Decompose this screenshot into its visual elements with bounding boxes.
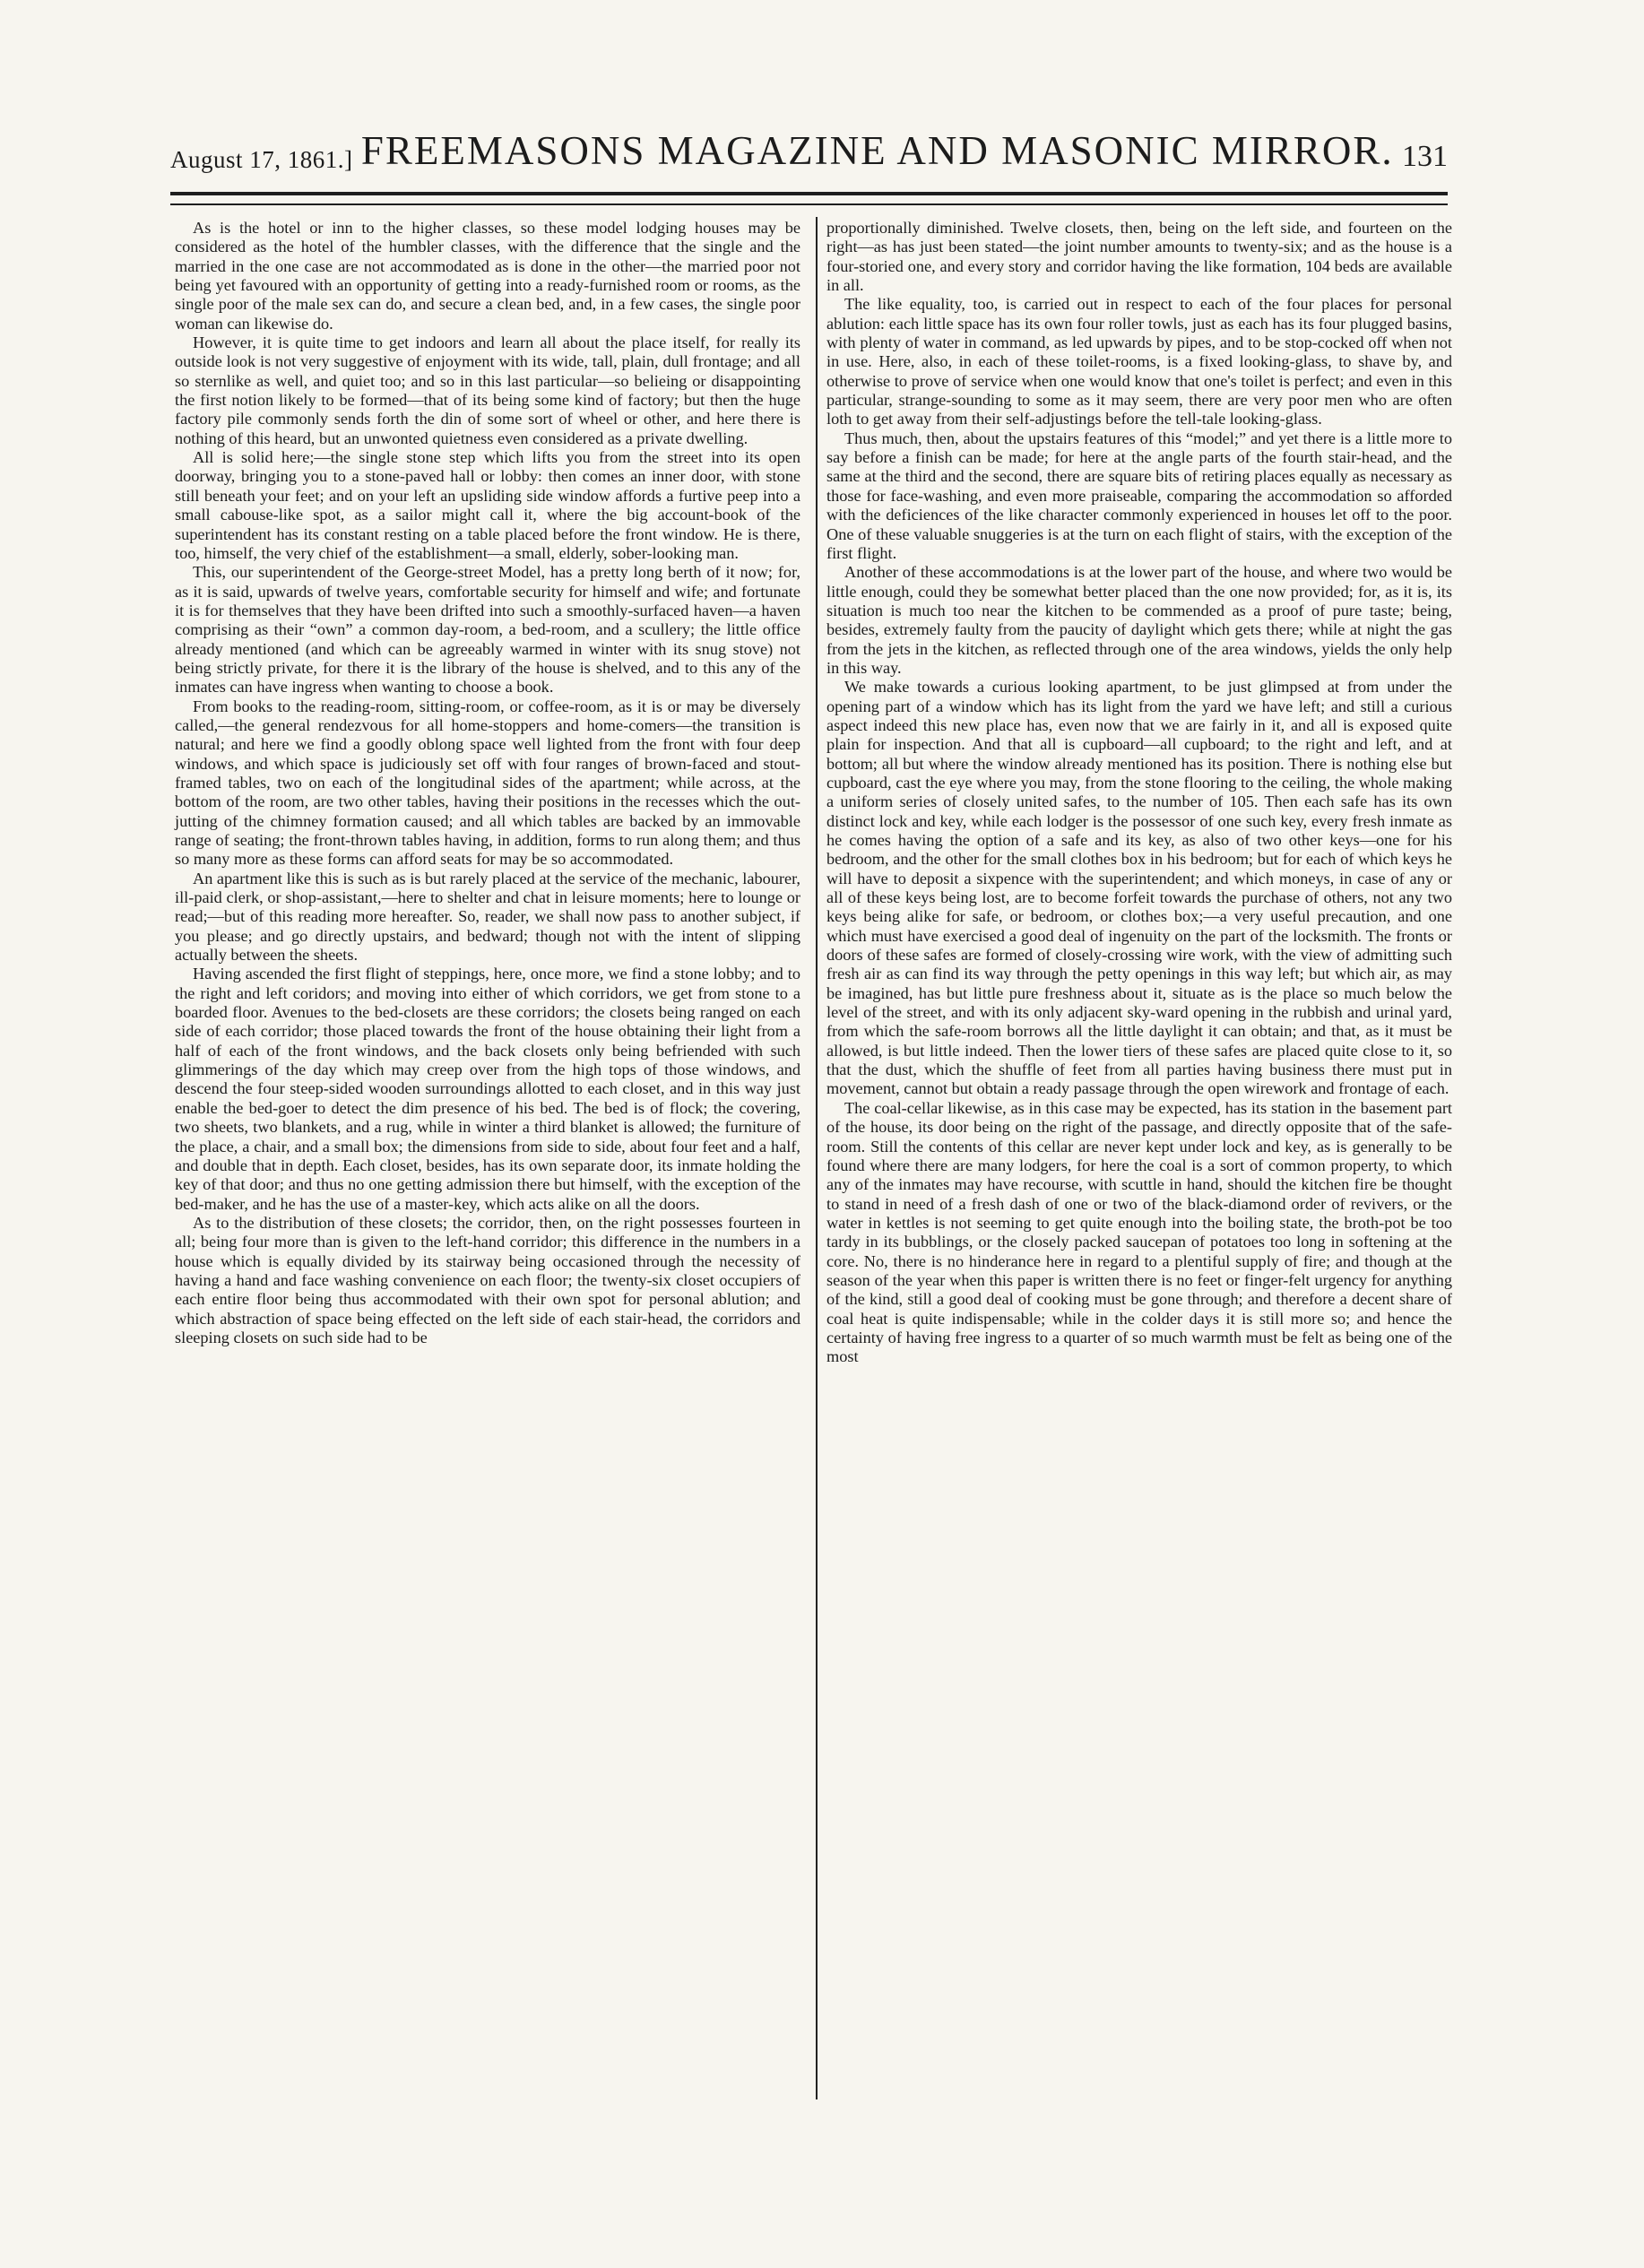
paragraph: The like equality, too, is carried out in respect to each of the four places for personal ablution: each little space has its own four roller towls, just as each has its four plugged basins, with plenty of water in command, as led upwards by pipes, and to be stop-cocked off when not in use. Here, also, in each of these toilet-rooms, is a fixed looking-glass, to shave by, and otherwise to prove of service when one would know that one's toilet is perfect; and even in this particular, strange-sounding to some as it may seem, there are very poor men who are often loth to get away from their self-adjustings before the tell-tale looking-glass.	[826, 295, 1452, 428]
paragraph: We make towards a curious looking apartment, to be just glimpsed at from under the opening part of a window which has its light from the yard we have left; and still a curious aspect indeed this new place has, even now that we are fairly in it, and all is exposed quite plain for inspection. And that all is cupboard—all cupboard; to the right and left, and at bottom; all but where the window already mentioned has its position. There is nothing else but cupboard, cast the eye where you may, from the stone flooring to the ceiling, the whole making a uniform series of closely united safes, to the number of 105. Then each safe has its own distinct lock and key, while each lodger is the possessor of one such key, every fresh inmate as he comes having the option of a safe and its key, as also of two other keys—one for his bedroom, and the other for the small clothes box in his bedroom; but for each of which keys he will have to deposit a sixpence with the superintendent; and which moneys, in case of any or all of these keys being lost, are to become forfeit towards the purchase of others, not any two keys being alike for safe, or bedroom, or clothes box;—a very useful precaution, and one which must have exercised a good deal of ingenuity on the part of the locksmith. The fronts or doors of these safes are formed of closely-crossing wire work, with the view of admitting such fresh air as can find its way through the petty openings in this way left; but which air, as may be imagined, has but little pure freshness about it, situate as is the place so much below the level of the street, and with its only adjacent sky-ward opening in the rubbish and urinal yard, from which the safe-room borrows all the little daylight it can obtain; and that, as it must be allowed, is but little indeed. Then the lower tiers of these safes are placed quite close to it, so that the dust, which the shuffle of feet from all parties having business there must put in movement, cannot but obtain a ready passage through the open wirework and frontage of each.	[826, 678, 1452, 1098]
masthead	[170, 124, 1448, 174]
left-column	[175, 219, 800, 1347]
paragraph: All is solid here;—the single stone step which lifts you from the street into its open doorway, bringing you to a stone-paved hall or lobby: then comes an inner door, with stone still beneath your feet; and on your left an upsliding side window affords a furtive peep into a small cabouse-like spot, as a sailor might call it, where the big account-book of the superintendent has its constant resting on a table placed before the front window. He is there, too, himself, the very chief of the establishment—a small, elderly, sober-looking man.	[175, 448, 800, 562]
header-rule-thin	[170, 203, 1448, 205]
paragraph: This, our superintendent of the George-street Model, has a pretty long berth of it now; for, as it is said, upwards of twelve years, comfortable security for himself and wife; and fortunate it is for themselves that they have been drifted into such a smoothly-surfaced haven—a haven comprising as their “own” a common day-room, a bed-room, and a scullery; the little office already mentioned (and which can be agreeably warmed in winter with its snug stove) not being strictly private, for there it is the library of the house is shelved, and to this any of the inmates can have ingress when wanting to choose a book.	[175, 563, 800, 697]
paragraph: However, it is quite time to get indoors and learn all about the place itself, for really its outside look is not very suggestive of enjoyment with its wide, tall, plain, dull frontage; and all so sternlike as well, and quiet too; and so in this last particular—so belieing or disappointing the first notion likely to be formed—that of its being some kind of factory; but then the huge factory pile commonly sends forth the din of some sort of wheel or other, and here there is nothing of this heard, but an unwonted quietness even considered as a private dwelling.	[175, 333, 800, 447]
paragraph: proportionally diminished. Twelve closets, then, being on the left side, and fourteen on the right—as has just been stated—the joint number amounts to twenty-six; and as the house is a four-storied one, and every story and corridor having the like formation, 104 beds are available in all.	[826, 219, 1452, 295]
paragraph: The coal-cellar likewise, as in this case may be expected, has its station in the basement part of the house, its door being on the right of the passage, and directly opposite that of the safe-room. Still the contents of this cellar are never kept under lock and key, as is generally to be found where there are many lodgers, for here the coal is a sort of common property, to which any of the inmates may have recourse, with scuttle in hand, should the kitchen fire be thought to stand in need of a fresh dash of one or two of the black-diamond order of revivers, or the water in kettles is not seeming to get quite enough into the boiling state, the broth-pot be too tardy in its bubblings, or the closely packed saucepan of potatoes too long in softening at the core. No, there is no hinderance here in regard to a plentiful supply of fire; and though at the season of the year when this paper is written there is no feet or finger-felt urgency for anything of the kind, still a good deal of cooking must be gone through; and therefore a decent share of coal heat is quite indispensable; while in the colder days it is still more so; and hence the certainty of having free ingress to a quarter of so much warmth must be felt as being one of the most	[826, 1098, 1452, 1366]
paragraph: Having ascended the first flight of steppings, here, once more, we find a stone lobby; and to the right and left coridors; and moving into either of which corridors, we get from stone to a boarded floor. Avenues to the bed-closets are these corridors; the closets being ranged on each side of each corridor; those placed towards the front of the house obtaining their light from a half of each of the front windows, and the back closets only being befriended with such glimmerings of the day which may creep over from the high tops of those windows, and descend the four steep-sided wooden surroundings allotted to each closet, and in this way just enable the bed-goer to detect the dim presence of his bed. The bed is of flock; the covering, two sheets, two blankets, and a rug, while in winter a third blanket is allowed; the furniture of the place, a chair, and a small box; the dimensions from side to side, about four feet and a half, and double that in depth. Each closet, besides, has its own separate door, its inmate holding the key of that door; and thus no one getting admission there but himself, with the exception of the bed-maker, and he has the use of a master-key, which acts alike on all the doors.	[175, 965, 800, 1213]
paragraph: As to the distribution of these closets; the corridor, then, on the right possesses fourteen in all; being four more than is given to the left-hand corridor; this difference in the numbers in a house which is equally divided by its stairway being occasioned through the necessity of having a hand and face washing convenience on each floor; the twenty-six closet occupiers of each entire floor being thus accommodated with their own spot for personal ablution; and which abstraction of space being effected on the left side of each stair-head, the corridors and sleeping closets on such side had to be	[175, 1213, 800, 1346]
paragraph: An apartment like this is such as is but rarely placed at the service of the mechanic, labourer, ill-paid clerk, or shop-assistant,—here to shelter and chat in leisure moments; here to lounge or read;—but of this reading more hereafter. So, reader, we shall now pass to another subject, if you please; and go directly upstairs, and bedward; though not with the intent of slipping actually between the sheets.	[175, 869, 800, 965]
paragraph: As is the hotel or inn to the higher classes, so these model lodging houses may be considered as the hotel of the humbler classes, with the difference that the single and the married in the one case are not accommodated as is done in the other—the married poor not being yet favoured with an opportunity of getting into a ready-furnished room or rooms, as the single poor of the male sex can do, and secure a clean bed, and, in a few cases, the single poor woman can likewise do.	[175, 219, 800, 333]
paragraph: Another of these accommodations is at the lower part of the house, and where two would be little enough, could they be somewhat better placed than the one now provided; for, as it is, its situation is much too near the kitchen to be commended as a proof of pure taste; being, besides, extremely faulty from the paucity of daylight which gets there; while at night the gas from the jets in the kitchen, as reflected through one of the area windows, yields the only help in this way.	[826, 563, 1452, 677]
column-divider	[816, 217, 818, 2099]
issue-date: August 17, 1861.]	[170, 146, 353, 173]
right-column	[826, 219, 1452, 1367]
publication-title: FREEMASONS MAGAZINE AND MASONIC MIRROR.	[360, 128, 1394, 173]
paragraph: From books to the reading-room, sitting-room, or coffee-room, as it is or may be diversely called,—the general rendezvous for all home-stoppers and home-comers—the transition is natural; and here we find a goodly oblong space well lighted from the front with four deep windows, and which space is judiciously set off with four ranges of brown-faced and stout-framed tables, two on each of the longitudinal sides of the apartment; while across, at the bottom of the room, are two other tables, having their positions in the recesses which the out-jutting of the chimney formation caused; and all which tables are backed by an immovable range of seating; the front-thrown tables having, in addition, forms to run along them; and thus so many more as these forms can afford seats for may be so accommodated.	[175, 697, 800, 869]
paragraph: Thus much, then, about the upstairs features of this “model;” and yet there is a little more to say before a finish can be made; for here at the angle parts of the fourth stair-head, and the same at the third and the second, there are square bits of retiring places equally as necessary as those for face-washing, and even more praiseable, comparing the accommodation so afforded with the deficiences of the like character commonly experienced in houses let off to the poor. One of these valuable snuggeries is at the turn on each flight of stairs, with the exception of the first flight.	[826, 428, 1452, 562]
header-rule-thick	[170, 192, 1448, 195]
page-number: 131	[1402, 140, 1448, 173]
